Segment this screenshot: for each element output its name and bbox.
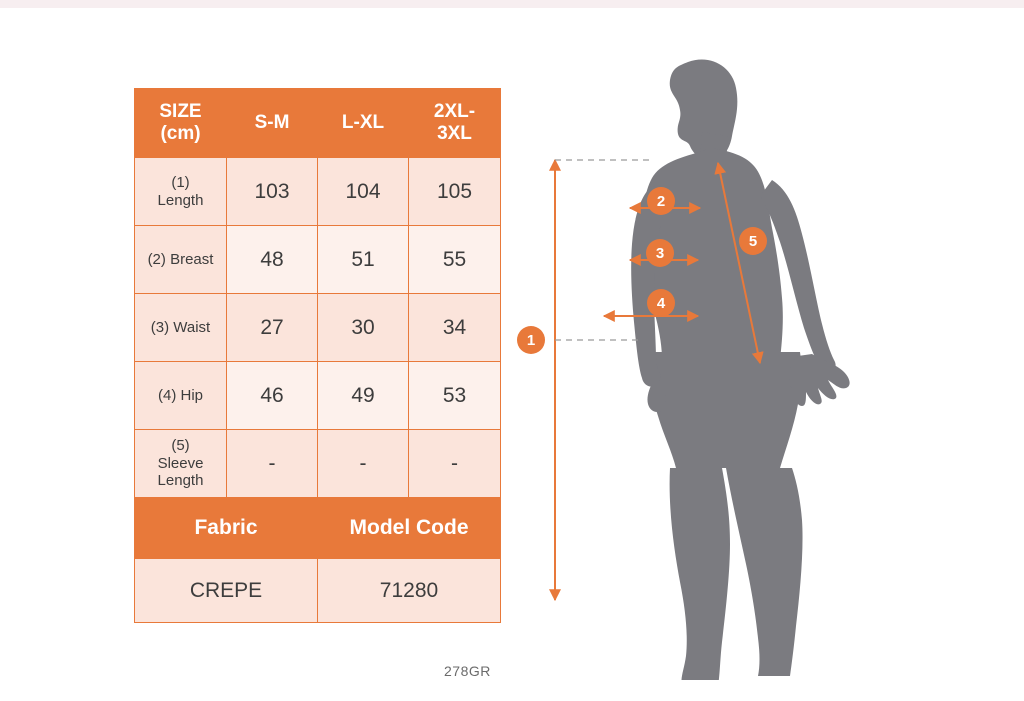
header-2xl3xl [409,89,501,158]
header-size [135,89,227,158]
cell-hip-lxl: 49 [318,362,409,430]
cell-breast-2xl3xl: 55 [409,226,501,294]
marker-5-badge: 5 [740,228,766,254]
row-label-sleeve-line3: Length [157,472,204,490]
row-label-length [135,158,227,226]
row-label-waist: (3) Waist [135,294,227,362]
table-row [135,430,501,498]
body-silhouette [631,60,849,680]
cell-length-lxl: 104 [318,158,409,226]
top-strip [0,0,1024,8]
header-lxl: L-XL [318,89,409,158]
row-label-breast: (2) Breast [135,226,227,294]
marker-1-badge: 1 [518,327,544,353]
cell-sleeve-2xl3xl: - [409,430,501,498]
table-row [135,294,501,362]
size-chart-table [134,88,501,623]
cell-length-2xl3xl: 105 [409,158,501,226]
table-header-row [135,89,501,158]
cell-breast-sm: 48 [227,226,318,294]
cell-waist-2xl3xl: 34 [409,294,501,362]
row-label-hip: (4) Hip [135,362,227,430]
product-code-label: 278GR [444,663,491,679]
cell-breast-lxl: 51 [318,226,409,294]
footer-header-model-code: Model Code [318,498,501,559]
header-2xl3xl-line1: 2XL- [433,101,476,123]
table-row [135,226,501,294]
measurement-figure [520,20,1020,680]
cell-hip-2xl3xl: 53 [409,362,501,430]
header-2xl3xl-line2: 3XL [437,123,472,144]
table-footer-value-row [135,559,501,623]
table-row [135,158,501,226]
row-label-sleeve-line2: Sleeve [157,454,204,472]
row-label-sleeve-line1: (5) [171,436,190,454]
table-footer-header-row [135,498,501,559]
table-row [135,362,501,430]
cell-length-sm: 103 [227,158,318,226]
footer-value-fabric: CREPE [135,559,318,623]
cell-sleeve-lxl: - [318,430,409,498]
marker-4-badge: 4 [648,290,674,316]
row-label-length-line1: (1) [171,173,190,191]
cell-waist-sm: 27 [227,294,318,362]
header-size-line2: (cm) [160,123,201,144]
header-size-line1: SIZE [159,101,202,123]
figure-svg [520,20,1020,680]
row-label-length-line2: Length [157,191,204,209]
header-sm: S-M [227,89,318,158]
cell-hip-sm: 46 [227,362,318,430]
marker-3-badge: 3 [647,240,673,266]
marker-2-badge: 2 [648,188,674,214]
cell-waist-lxl: 30 [318,294,409,362]
footer-value-model-code: 71280 [318,559,501,623]
cell-sleeve-sm: - [227,430,318,498]
footer-header-fabric: Fabric [135,498,318,559]
row-label-sleeve-length [135,430,227,498]
